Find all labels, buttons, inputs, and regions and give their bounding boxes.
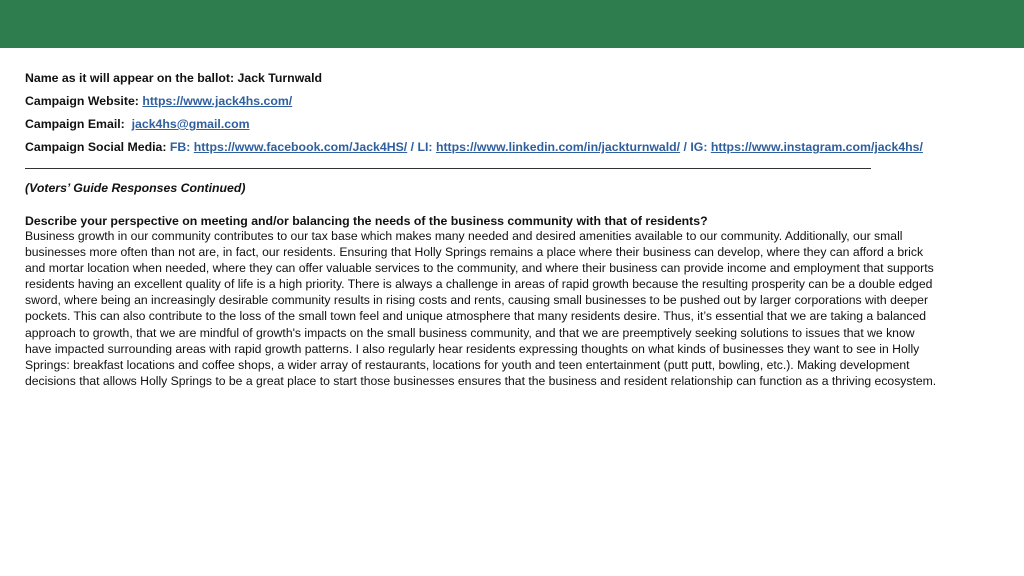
linkedin-prefix: / LI: [410, 140, 433, 154]
section-title: (Voters’ Guide Responses Continued) [25, 181, 246, 195]
email-label: Campaign Email: [25, 117, 125, 131]
answer-line: residents having an excellent quality of life is a high priority. There is always a challenge in areas of rapid growth because the resulting prosperity can be a double edged [25, 277, 933, 292]
instagram-prefix: / IG: [683, 140, 708, 154]
website-label: Campaign Website: [25, 94, 139, 108]
section-divider [25, 168, 871, 169]
social-media-label: Campaign Social Media: [25, 140, 167, 154]
facebook-prefix: FB: [169, 140, 191, 154]
email-line [25, 116, 985, 132]
email-link[interactable]: jack4hs@gmail.com [131, 117, 250, 131]
answer-line: pockets. This can also contribute to the loss of the small town feel and unique atmosphere that many residents desire. Thus, it’s essential that we are taking a balanced [25, 309, 927, 324]
instagram-link[interactable]: https://www.instagram.com/jack4hs/ [710, 140, 923, 154]
question-heading: Describe your perspective on meeting and/or balancing the needs of the business community with that of residents? [25, 214, 708, 228]
facebook-link[interactable]: https://www.facebook.com/Jack4HS/ [193, 140, 408, 154]
website-link[interactable]: https://www.jack4hs.com/ [142, 94, 293, 108]
ballot-name-value: Jack Turnwald [237, 71, 323, 85]
social-media-line [25, 139, 985, 155]
website-line [25, 93, 985, 109]
ballot-name-line [25, 70, 985, 86]
document-body [25, 70, 985, 388]
answer-line: decisions that allows Holly Springs to be a great place to start those businesses ensures that the business and resident relationship can function as a thriving ecosystem. [25, 373, 937, 388]
answer-paragraph [25, 228, 985, 389]
header-bar [0, 0, 1024, 48]
ballot-name-label: Name as it will appear on the ballot: [25, 71, 235, 85]
answer-line: and mortar location when needed, where they can offer valuable services to the community, and where their business can provide income and employment that supports [25, 261, 934, 276]
answer-line: have impacted surrounding areas with rapid growth patterns. I also regularly hear residents expressing thoughts on what kinds of businesses they want to see in Holly [25, 341, 920, 356]
linkedin-link[interactable]: https://www.linkedin.com/in/jackturnwald/ [435, 140, 681, 154]
answer-line: Business growth in our community contributes to our tax base which makes many needed and desired amenities available to our community. Additionally, our small [25, 229, 903, 243]
answer-line: approach to growth, that we are mindful of growth's impacts on the small business community, and that we are preemptively seeking solutions to issues that we know [25, 325, 915, 340]
answer-line: sword, where being an increasingly desirable community results in rising costs and rents, causing small businesses to be pushed out by larger corporations with deeper [25, 293, 929, 308]
answer-line: businesses more often than not are, in fact, our residents. Ensuring that Holly Springs remains a place where their business can develop, where they can afford a brick [25, 245, 924, 260]
answer-line: Springs: breakfast locations and coffee shops, a wider array of restaurants, locations for youth and teen entertainment (putt putt, bowling, etc.). Making development [25, 357, 910, 372]
